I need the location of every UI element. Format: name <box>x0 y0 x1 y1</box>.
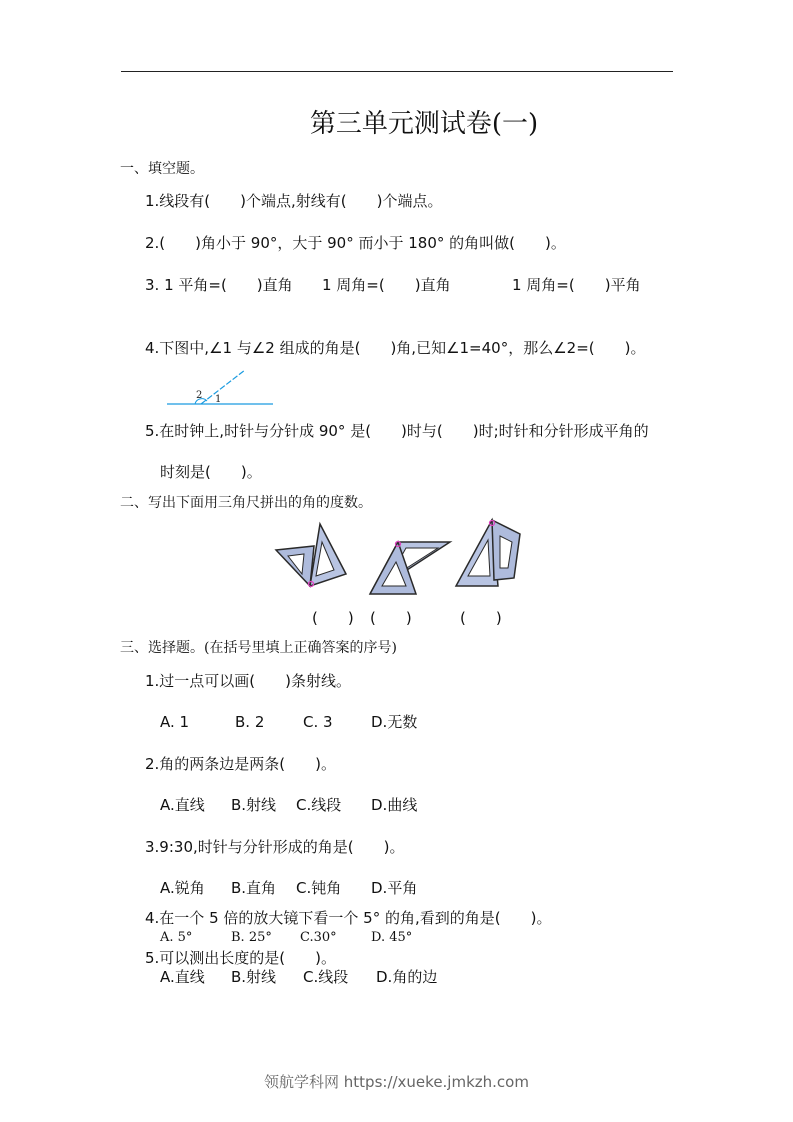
section-2-heading: 二、写出下面用三角尺拼出的角的度数。 <box>120 495 372 511</box>
option-3-2-a: A.直线 <box>160 796 205 814</box>
triangle-figure-3 <box>454 518 524 588</box>
angle-label-2: 2 <box>196 390 203 401</box>
option-3-4-c: C.30° <box>300 930 337 945</box>
page-title: 第三单元测试卷(一) <box>309 109 539 139</box>
option-3-3-a: A.锐角 <box>160 879 205 897</box>
option-3-5-a: A.直线 <box>160 968 205 986</box>
question-3-1: 1.过一点可以画( )条射线。 <box>145 672 352 690</box>
option-3-2-d: D.曲线 <box>371 796 418 814</box>
option-3-5-b: B.射线 <box>231 968 277 986</box>
answer-blank-3[interactable]: ( ) <box>460 609 502 627</box>
option-3-1-d: D.无数 <box>371 713 418 731</box>
option-3-1-c: C. 3 <box>303 713 333 731</box>
footer-watermark[interactable]: 领航学科网 https://xueke.jmkzh.com <box>264 1073 529 1091</box>
section-1-heading: 一、填空题。 <box>120 161 204 177</box>
question-3-3: 3.9:30,时针与分针形成的角是( )。 <box>145 838 405 856</box>
option-3-4-d: D. 45° <box>371 930 413 945</box>
question-3-2: 2.角的两条边是两条( )。 <box>145 755 337 773</box>
option-3-1-a: A. 1 <box>160 713 190 731</box>
answer-blank-2[interactable]: ( ) <box>370 609 412 627</box>
question-3-5: 5.可以测出长度的是( )。 <box>145 949 337 967</box>
header-rule <box>121 71 673 72</box>
question-1-5b: 时刻是( )。 <box>160 463 262 481</box>
angle-ray <box>201 370 245 404</box>
question-1-3a: 3. 1 平角=( )直角 <box>145 276 293 294</box>
option-3-2-b: B.射线 <box>231 796 277 814</box>
section-3-heading: 三、选择题。(在括号里填上正确答案的序号) <box>120 640 397 656</box>
angle-label-1: 1 <box>215 394 222 405</box>
option-3-5-d: D.角的边 <box>376 968 438 986</box>
option-3-3-b: B.直角 <box>231 879 277 897</box>
question-1-3b: 1 周角=( )直角 <box>322 276 451 294</box>
angle-figure <box>165 366 275 411</box>
triangle-figure-2 <box>366 540 452 596</box>
option-3-4-b: B. 25° <box>231 930 272 945</box>
option-3-3-c: C.钝角 <box>296 879 342 897</box>
option-3-2-c: C.线段 <box>296 796 342 814</box>
option-3-1-b: B. 2 <box>235 713 265 731</box>
option-3-3-d: D.平角 <box>371 879 418 897</box>
option-3-5-c: C.线段 <box>303 968 349 986</box>
question-1-4: 4.下图中,∠1 与∠2 组成的角是( )角,已知∠1=40°，那么∠2=( )。 <box>145 339 646 357</box>
option-3-4-a: A. 5° <box>160 930 193 945</box>
question-1-2: 2.( )角小于 90°，大于 90° 而小于 180° 的角叫做( )。 <box>145 234 566 252</box>
question-3-4: 4.在一个 5 倍的放大镜下看一个 5° 的角,看到的角是( )。 <box>145 909 552 927</box>
question-1-3c: 1 周角=( )平角 <box>512 276 641 294</box>
question-1-5a: 5.在时钟上,时针与分针成 90° 是( )时与( )时;时针和分针形成平角的 <box>145 422 649 440</box>
triangle-figure-1 <box>274 522 350 590</box>
question-1-1: 1.线段有( )个端点,射线有( )个端点。 <box>145 192 443 210</box>
answer-blank-1[interactable]: ( ) <box>312 609 354 627</box>
